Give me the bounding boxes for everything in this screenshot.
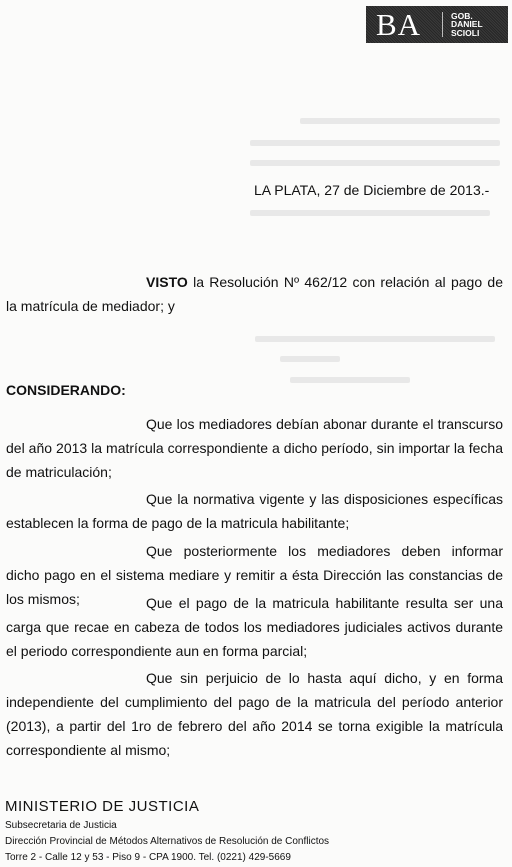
bleed-through-line	[280, 356, 340, 362]
logo-text	[451, 12, 483, 38]
visto-paragraph	[6, 270, 503, 318]
bleed-through-line	[250, 140, 500, 146]
logo-line: GOB.	[451, 10, 473, 21]
bleed-through-line	[255, 336, 495, 342]
visto-text: la Resolución Nº 462/12 con relación al pago de la matrícula de mediador; y	[6, 274, 503, 314]
logo-mark: BA	[376, 6, 422, 42]
bleed-through-line	[250, 160, 500, 166]
ministry-title: MINISTERIO DE JUSTICIA	[5, 798, 200, 815]
paragraph: Que sin perjuicio de lo hasta aquí dicho, y en forma independiente del cumplimiento del pago de la matricula del período anterior (2013), a partir del 1ro de febrero del año 2014 se torna exigible la matrícula correspondiente al mismo;	[6, 670, 503, 758]
bleed-through-line	[250, 210, 490, 216]
paragraph: Que posteriormente los mediadores deben informar dicho pago en el sistema mediare y remitir a ésta Dirección las constancias de los mismos;	[6, 543, 503, 607]
logo-line: SCIOLI	[451, 27, 480, 38]
government-logo	[366, 6, 508, 43]
date-line: LA PLATA, 27 de Diciembre de 2013.-	[254, 182, 490, 198]
bleed-through-line	[300, 118, 500, 124]
logo-line: DANIEL	[451, 19, 483, 30]
logo-divider	[442, 12, 443, 37]
bleed-through-line	[290, 377, 410, 383]
paragraph: Que los mediadores debían abonar durante el transcurso del año 2013 la matrícula correspondiente a dicho período, sin importar la fecha de matriculación;	[6, 416, 503, 480]
considerando-heading: CONSIDERANDO:	[6, 382, 126, 398]
address-line: Torre 2 - Calle 12 y 53 - Piso 9 - CPA 1900. Tel. (0221) 429-5669	[5, 852, 291, 863]
direction-line: Dirección Provincial de Métodos Alternativos de Resolución de Conflictos	[5, 836, 330, 847]
paragraph: Que la normativa vigente y las disposiciones específicas establecen la forma de pago de la matricula habilitante;	[6, 491, 503, 531]
visto-lead: VISTO	[146, 274, 188, 290]
paragraph: Que el pago de la matricula habilitante resulta ser una carga que recae en cabeza de todos los mediadores judiciales activos durante el periodo correspondiente aun en forma parcial;	[6, 595, 503, 659]
subsecretaria-line: Subsecretaria de Justicia	[5, 820, 117, 831]
